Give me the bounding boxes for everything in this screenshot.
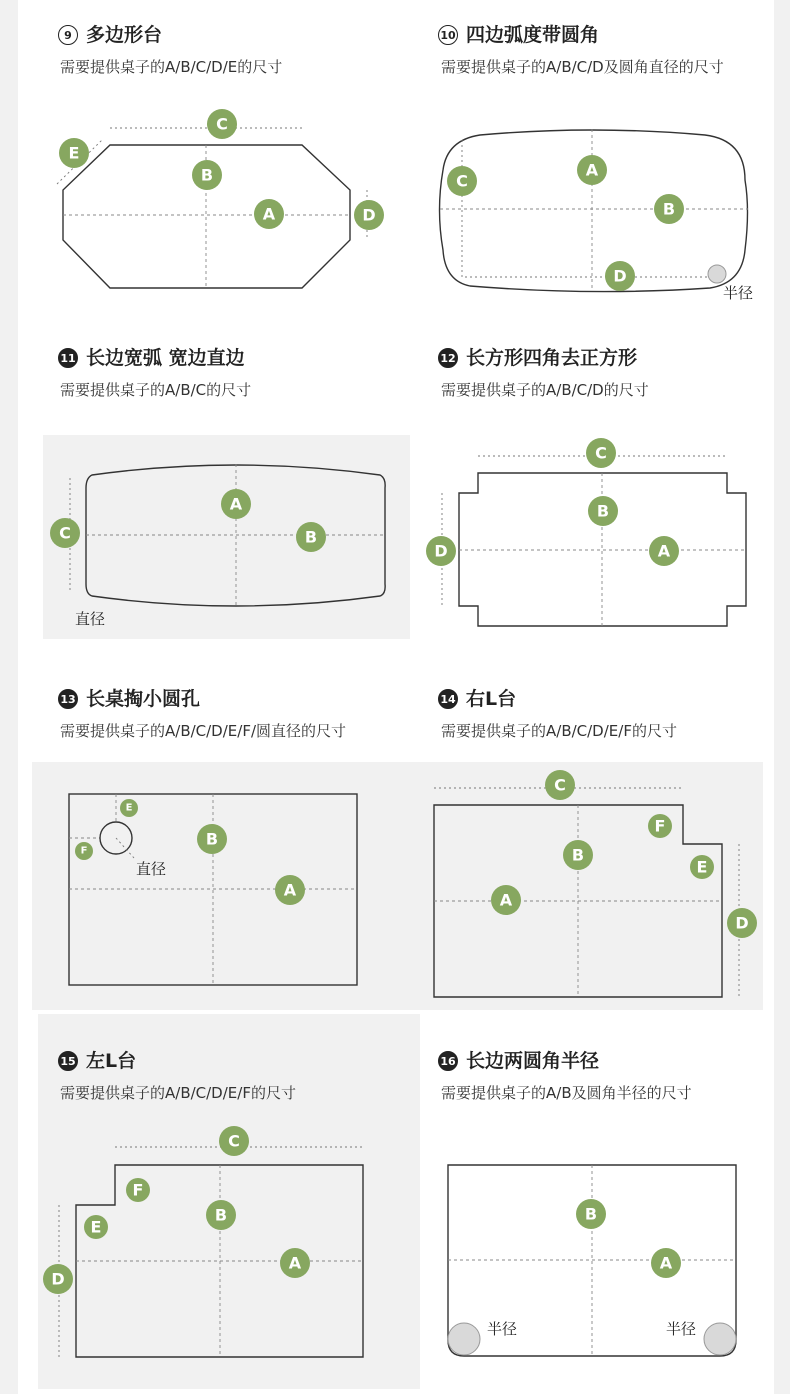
svg-text:A: A [262,204,276,224]
panel-13-number: 13 [58,689,78,709]
svg-text:C: C [595,443,607,463]
left-corner-radius-circle [448,1323,480,1355]
panel-10-title-text: 四边弧度带圆角 [466,24,600,46]
svg-text:A: A [499,890,513,910]
panel-16-number: 16 [438,1051,458,1071]
right-corner-radius-circle [704,1323,736,1355]
svg-text:D: D [51,1269,65,1289]
panel-16-desc: 需要提供桌子的A/B及圆角半径的尺寸 [441,1084,692,1102]
svg-text:B: B [571,845,585,865]
svg-text:A: A [283,880,297,900]
svg-text:B: B [214,1205,228,1225]
left-radius-note: 半径 [487,1320,518,1338]
panel-15-number: 15 [58,1051,78,1071]
svg-text:D: D [434,541,448,561]
panel-11-desc: 需要提供桌子的A/B/C的尺寸 [60,381,252,399]
panel-9-number: 9 [58,25,78,45]
svg-text:D: D [613,266,627,286]
right-radius-note: 半径 [666,1320,697,1338]
svg-text:A: A [585,160,599,180]
svg-text:B: B [304,527,318,547]
svg-text:C: C [554,775,566,795]
svg-text:B: B [584,1204,598,1224]
svg-text:D: D [735,913,749,933]
panel-15-desc: 需要提供桌子的A/B/C/D/E/F的尺寸 [60,1084,296,1102]
svg-text:F: F [80,845,88,857]
svg-text:F: F [654,816,666,836]
svg-text:A: A [659,1253,673,1273]
panel-11-title-text: 长边宽弧 宽边直边 [86,347,245,369]
svg-text:E: E [696,857,708,877]
svg-text:C: C [228,1131,240,1151]
panel-9-title-text: 多边形台 [86,24,163,46]
svg-text:B: B [662,199,676,219]
svg-text:E: E [125,802,133,814]
panel-10-number: 10 [438,25,458,45]
panel-14-title-text: 右L台 [466,688,517,710]
svg-text:C: C [59,523,71,543]
svg-text:C: C [216,114,228,134]
panel-13-desc: 需要提供桌子的A/B/C/D/E/F/圆直径的尺寸 [60,722,347,740]
svg-text:E: E [68,143,80,163]
panel-14-desc: 需要提供桌子的A/B/C/D/E/F的尺寸 [441,722,677,740]
svg-text:A: A [288,1253,302,1273]
panel-9-desc: 需要提供桌子的A/B/C/D/E的尺寸 [60,58,283,76]
svg-text:B: B [200,165,214,185]
panel-11-number: 11 [58,348,78,368]
panel-12-desc: 需要提供桌子的A/B/C/D的尺寸 [441,381,649,399]
panel-13-title-text: 长桌掏小圆孔 [86,688,201,710]
corner-radius-note: 半径 [723,284,754,302]
hole-diameter-note: 直径 [136,860,167,878]
panel-12-title-text: 长方形四角去正方形 [466,347,638,369]
svg-text:A: A [229,494,243,514]
panel-16-title-text: 长边两圆角半径 [466,1050,600,1072]
diameter-note: 直径 [75,610,106,628]
panel-14-number: 14 [438,689,458,709]
svg-text:D: D [362,205,376,225]
panel-15-title-text: 左L台 [86,1050,137,1072]
svg-text:A: A [657,541,671,561]
svg-text:E: E [90,1217,102,1237]
svg-text:B: B [205,829,219,849]
svg-text:F: F [132,1180,144,1200]
panel-10-desc: 需要提供桌子的A/B/C/D及圆角直径的尺寸 [441,58,724,76]
panel-12-number: 12 [438,348,458,368]
svg-text:B: B [596,501,610,521]
svg-text:C: C [456,171,468,191]
label-b [576,1199,606,1229]
label-a [651,1248,681,1278]
